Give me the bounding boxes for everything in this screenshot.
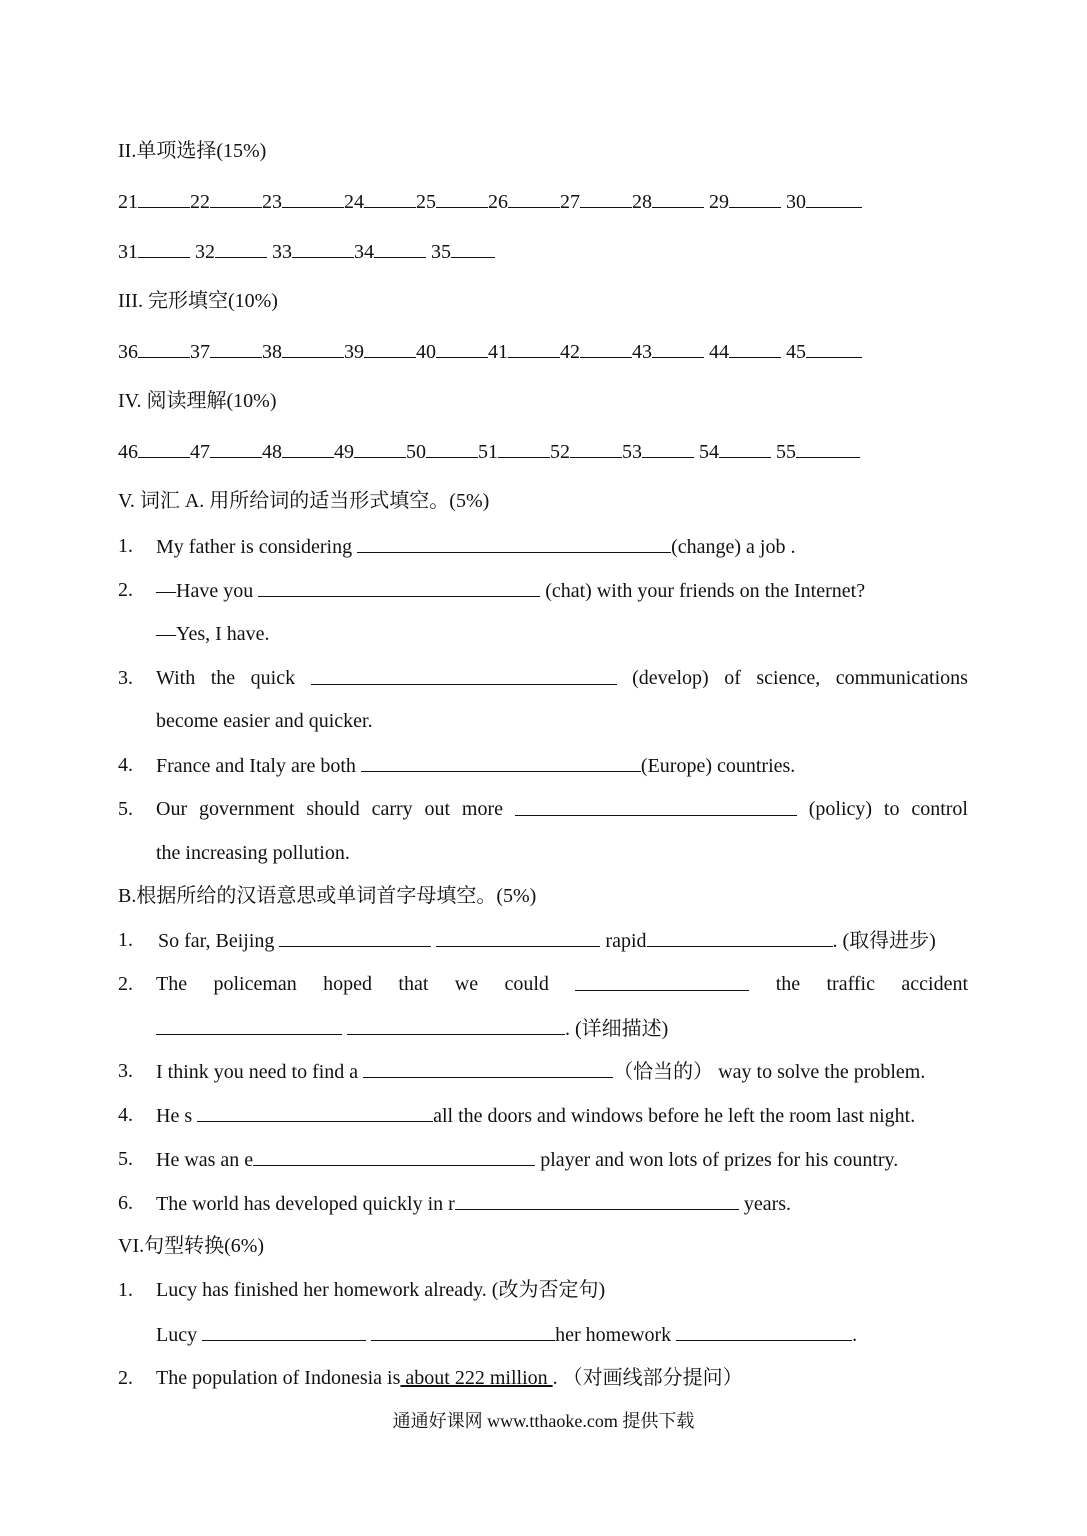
answer-blank[interactable] [364,338,416,358]
word: that [398,973,429,995]
text-after: years. [743,1193,792,1215]
text-after: . (取得进步) [832,930,936,952]
section-6-title: VI.句型转换(6%) [118,1235,265,1257]
text-after: . （对画线部分提问） [552,1367,743,1389]
q-num: 23 [262,191,282,213]
text-before: The population of Indonesia is [156,1367,401,1389]
question-text [156,1365,743,1391]
q-num: 47 [190,441,210,463]
question-number: 1. [118,535,133,557]
word: science, [756,667,821,689]
question-text [156,1102,915,1129]
fill-blank[interactable] [371,1321,555,1341]
question-text [156,1190,791,1217]
q-num: 55 [776,441,796,463]
answer-blank[interactable] [508,188,560,208]
text-after: (chat) with your friends on the Internet? [545,580,866,602]
answer-blank[interactable] [436,188,488,208]
q-num: 39 [344,341,364,363]
answer-blank[interactable] [806,188,862,208]
fill-blank[interactable] [197,1102,433,1122]
fill-blank[interactable] [575,971,749,991]
question-text [158,927,936,954]
answer-blank[interactable] [210,438,262,458]
answer-row-36-45 [118,338,862,365]
fill-blank[interactable] [455,1190,739,1210]
word: (policy) [808,798,873,820]
question-text [156,1058,925,1085]
word: out [424,798,451,820]
text-after: . [852,1324,858,1346]
fill-blank[interactable] [361,752,641,772]
q-num: 37 [190,341,210,363]
q-num: 50 [406,441,426,463]
answer-blank[interactable] [652,338,704,358]
answer-blank[interactable] [508,338,560,358]
q-num: 31 [118,241,138,263]
fill-blank[interactable] [202,1321,366,1341]
text-before: The world has developed quickly in r [156,1193,455,1215]
answer-blank[interactable] [719,438,771,458]
word: With [156,667,196,689]
answer-blank[interactable] [364,188,416,208]
text-after: all the doors and windows before he left the room last night. [433,1105,916,1127]
question-number: 1. [118,1279,133,1301]
word: Our [156,798,188,820]
answer-blank[interactable] [426,438,478,458]
q-num: 54 [699,441,719,463]
answer-row-21-30 [118,188,862,215]
fill-blank[interactable] [676,1321,852,1341]
q-num: 21 [118,191,138,213]
q-num: 24 [344,191,364,213]
answer-blank[interactable] [138,188,190,208]
question-number: 3. [118,1060,133,1082]
question-text [156,796,968,822]
word: accident [901,973,968,995]
answer-blank[interactable] [796,438,860,458]
q-num: 28 [632,191,652,213]
q-num: 25 [416,191,436,213]
word: communications [835,667,968,689]
question-text-line2: become easier and quicker. [156,710,373,732]
word: the [210,667,236,689]
q-num: 49 [334,441,354,463]
answer-blank[interactable] [580,338,632,358]
q-num: 22 [190,191,210,213]
fill-blank[interactable] [515,796,797,816]
answer-blank[interactable] [498,438,550,458]
answer-blank[interactable] [729,188,781,208]
question-text [156,665,968,691]
question-number: 4. [118,1104,133,1126]
page-footer: 通通好课网 www.tthaoke.com 提供下载 [392,1411,695,1431]
question-text: Lucy has finished her homework already. (改为否定句) [156,1279,606,1301]
question-text [156,1146,898,1173]
q-num: 35 [431,241,451,263]
text-mid: her homework [555,1324,672,1346]
answer-blank[interactable] [215,238,267,258]
answer-blank[interactable] [580,188,632,208]
q-num: 41 [488,341,508,363]
text-before: Lucy [156,1324,198,1346]
q-num: 33 [272,241,292,263]
answer-line [156,1321,857,1348]
text-before: He s [156,1105,193,1127]
answer-blank[interactable] [806,338,862,358]
answer-row-46-55 [118,438,860,465]
question-text [156,752,795,779]
text-before: He was an e [156,1149,254,1171]
answer-blank[interactable] [652,188,704,208]
text-after: (Europe) countries. [640,755,796,777]
q-num: 45 [786,341,806,363]
question-number: 2. [118,579,133,601]
question-number: 4. [118,754,133,776]
question-text [156,533,795,560]
word: more [461,798,504,820]
section-4-title: IV. 阅读理解(10%) [118,390,277,412]
answer-blank[interactable] [292,238,354,258]
answer-blank[interactable] [138,238,190,258]
word: policeman [213,973,297,995]
q-num: 51 [478,441,498,463]
text-before: France and Italy are both [156,755,356,777]
answer-row-31-35 [118,238,495,265]
text-before: So far, Beijing [158,930,275,952]
question-number: 5. [118,1148,133,1170]
fill-blank[interactable] [347,1015,565,1035]
q-num: 38 [262,341,282,363]
q-num: 40 [416,341,436,363]
question-number: 6. [118,1192,133,1214]
question-number: 1. [118,929,133,951]
word: could [504,973,549,995]
word: of [724,667,741,689]
answer-blank[interactable] [282,338,344,358]
answer-blank[interactable] [451,238,495,258]
q-num: 32 [195,241,215,263]
section-5-title: V. 词汇 A. 用所给词的适当形式填空。(5%) [118,490,490,512]
answer-blank[interactable] [138,338,190,358]
question-number: 2. [118,1367,133,1389]
answer-blank[interactable] [282,438,334,458]
answer-blank[interactable] [374,238,426,258]
fill-blank[interactable] [436,927,600,947]
section-3-title: III. 完形填空(10%) [118,290,278,312]
text-before: —Have you [156,580,254,602]
section-5b-title: B.根据所给的汉语意思或单词首字母填空。(5%) [118,885,537,907]
q-num: 52 [550,441,570,463]
word: hoped [323,973,373,995]
question-text [156,971,968,997]
fill-blank[interactable] [357,533,671,553]
q-num: 44 [709,341,729,363]
word: The [156,973,188,995]
fill-blank[interactable] [253,1146,535,1166]
answer-blank[interactable] [210,338,262,358]
answer-blank[interactable] [138,438,190,458]
q-num: 29 [709,191,729,213]
fill-blank[interactable] [279,927,431,947]
text-after: (change) a job . [671,536,796,558]
q-num: 42 [560,341,580,363]
word: traffic [826,973,875,995]
answer-blank[interactable] [570,438,622,458]
word: control [911,798,968,820]
q-num: 43 [632,341,652,363]
text-after: . (详细描述) [565,1018,669,1040]
question-text-line2: —Yes, I have. [156,623,270,645]
answer-blank[interactable] [642,438,694,458]
q-num: 27 [560,191,580,213]
question-number: 2. [118,973,133,995]
q-num: 46 [118,441,138,463]
question-number: 3. [118,667,133,689]
word: quick [250,667,296,689]
word: government [198,798,295,820]
fill-blank[interactable] [311,665,617,685]
question-text-line2 [156,1015,668,1042]
text-mid: rapid [605,930,647,952]
answer-blank[interactable] [729,338,781,358]
fill-blank[interactable] [647,927,833,947]
text-before: I think you need to find a [156,1061,359,1083]
word: carry [371,798,413,820]
word: should [306,798,360,820]
text-after: player and won lots of prizes for his country. [540,1149,899,1171]
answer-blank[interactable] [436,338,488,358]
answer-blank[interactable] [354,438,406,458]
fill-blank[interactable] [258,577,540,597]
word: to [883,798,900,820]
fill-blank[interactable] [156,1015,342,1035]
question-number: 5. [118,798,133,820]
text-after: （恰当的） way to solve the problem. [613,1061,926,1083]
answer-blank[interactable] [210,188,262,208]
q-num: 36 [118,341,138,363]
question-text-line2: the increasing pollution. [156,842,350,864]
text-before: My father is considering [156,536,353,558]
q-num: 48 [262,441,282,463]
fill-blank[interactable] [363,1058,613,1078]
word: we [454,973,479,995]
underlined-text: about 222 million [400,1367,553,1389]
q-num: 26 [488,191,508,213]
question-text [156,577,865,604]
answer-blank[interactable] [282,188,344,208]
q-num: 34 [354,241,374,263]
section-2-title: II.单项选择(15%) [118,140,267,162]
q-num: 53 [622,441,642,463]
q-num: 30 [786,191,806,213]
word: (develop) [632,667,709,689]
word: the [775,973,801,995]
